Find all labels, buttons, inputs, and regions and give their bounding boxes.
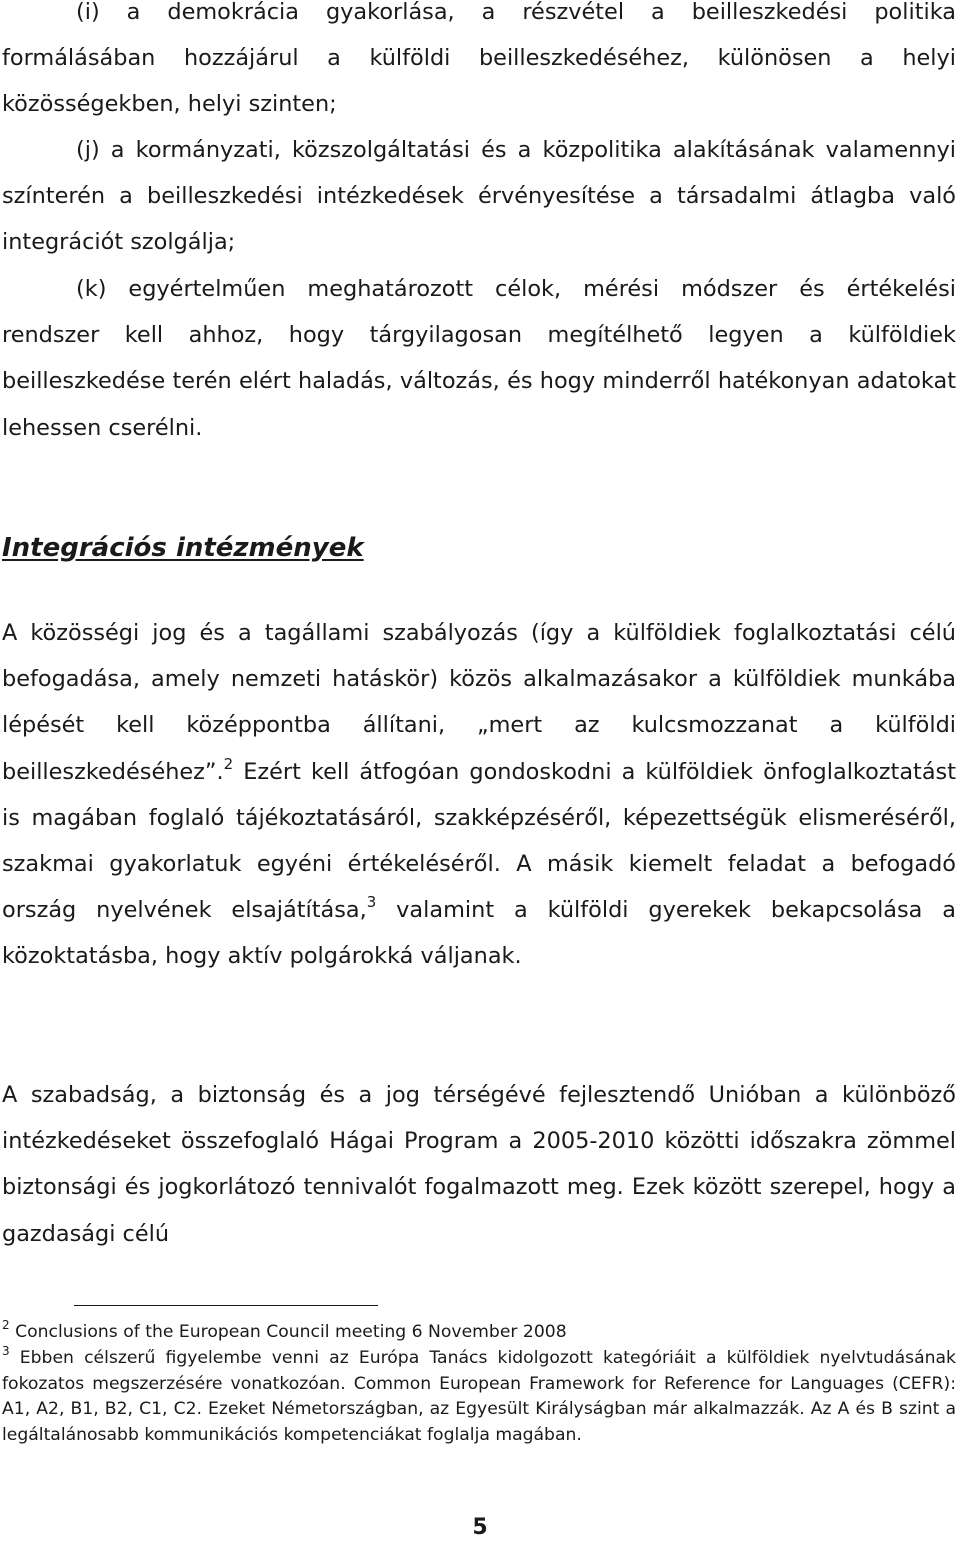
page-number: 5 <box>472 1515 488 1540</box>
body-paragraph-institutions <box>2 610 956 980</box>
paragraph-item-k: (k) egyértelműen meghatározott célok, mérési módszer és értékelési rendszer kell ahhoz, hogy tárgyilagosan megítélhető legyen a külföldiek beilleszkedése terén elért haladás, változás, és hogy minderről hatékonyan adatokat lehessen cserélni. <box>2 276 956 441</box>
paragraph-item-j: (j) a kormányzati, közszolgáltatási és a közpolitika alakításának valamennyi színterén a beilleszkedési intézkedések érvényesítése a társadalmi átlagba való integrációt szolgálja; <box>2 137 956 256</box>
body-paragraph-hague: A szabadság, a biztonság és a jog térségévé fejlesztendő Unióban a különböző intézkedéseket összefoglaló Hágai Program a 2005-2010 közötti időszakra zömmel biztonsági és jogkorlátozó tennivalót fogalmazott meg. Ezek között szerepel, hogy a gazdasági célú <box>2 1082 956 1247</box>
body-text-part-1: A közösségi jog és a tagállami szabályozás (így a külföldiek foglalkoztatási célú befogadása, amely nemzeti hatáskör) közös alkalmazásakor a külföldiek munkába lépését kell középpontba állítani, „mert az kulcsmozzanat a külföldi beilleszkedéséhez”. <box>2 620 956 785</box>
body-text-part-3: valamint a külföldi gyerekek bekapcsolása a közoktatásba, hogy aktív polgárokká váljanak. <box>2 897 957 970</box>
footnote-marker-3: 3 <box>2 1344 10 1358</box>
footnote-text-3: Ebben célszerű figyelembe venni az Európa Tanács kidolgozott kategóriáit a külföldiek nyelvtudásának fokozatos megszerzésére vonatkozóan. Common European Framework for Reference for Languages (CEFR): A1, A2, B1, B2, C1, C2. Ezeket Németországban, az Egyesült Királyságban már alkalmazzák. Az A és B szint a legáltalánosabb kommunikációs kompetenciákat foglalja magában. <box>2 1348 956 1445</box>
footnote-ref-3: 3 <box>366 893 377 912</box>
paragraph-item-i: (i) a demokrácia gyakorlása, a részvétel a beilleszkedési politika formálásában hozzájárul a külföldi beilleszkedéséhez, különösen a helyi közösségekben, helyi szinten; <box>2 0 956 118</box>
body-text-part-2: Ezért kell átfogóan gondoskodni a külföldiek önfoglalkoztatást is magában foglaló tájékoztatásáról, szakképzéséről, képezettségük elismeréséről, szakmai gyakorlatuk egyéni értékeléséről. A másik kiemelt feladat a befogadó ország nyelvének elsajátítása, <box>2 758 956 924</box>
footnote-3 <box>2 1346 956 1448</box>
section-heading: Integrációs intézmények <box>2 533 364 563</box>
footnote-ref-2: 2 <box>223 754 234 773</box>
footnote-2 <box>2 1320 956 1346</box>
footnote-text-2: Conclusions of the European Council meeting 6 November 2008 <box>9 1322 567 1342</box>
footnote-marker-2: 2 <box>2 1318 10 1332</box>
footnote-separator <box>74 1305 378 1306</box>
